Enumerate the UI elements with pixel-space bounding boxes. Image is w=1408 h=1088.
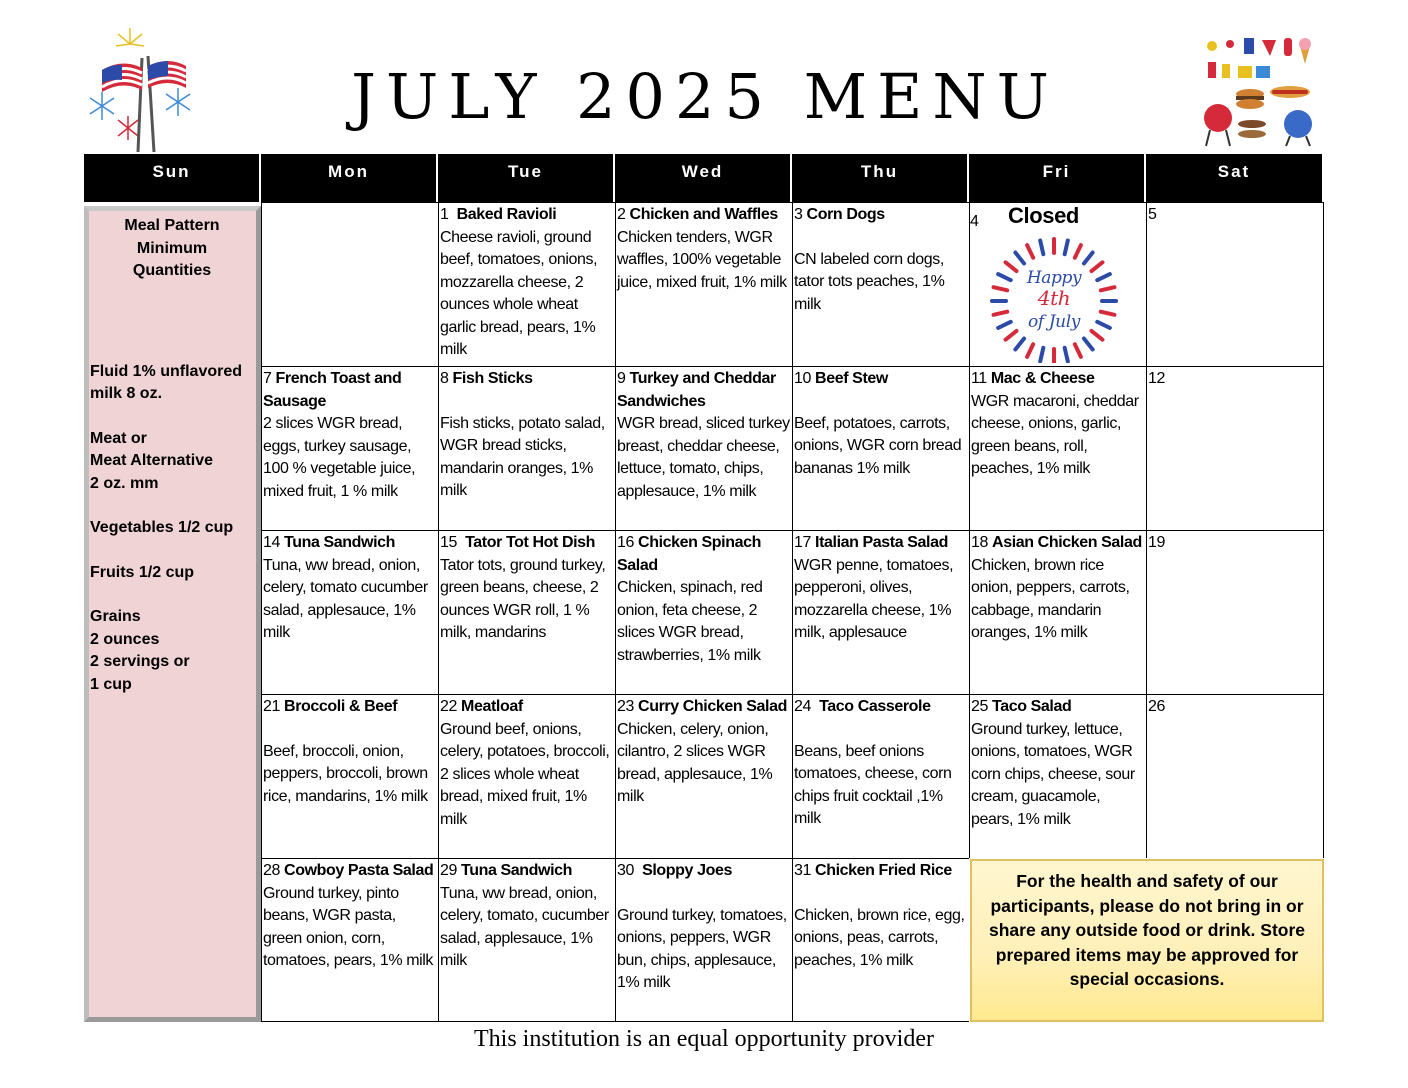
badge-of-july-text: of July <box>1028 312 1080 332</box>
meal-description: Tator tots, ground turkey, green beans, cheese, 2 ounces WGR roll, 1 % milk, mandarins <box>440 556 606 641</box>
day-cell <box>261 858 438 1022</box>
meal-pattern-fluid: Fluid 1% unflavored milk 8 oz. <box>90 362 243 402</box>
meal-description: Cheese ravioli, ground beef, tomatoes, onions, mozzarella cheese, 2 ounces whole wheat garlic bread, pears, 1% milk <box>440 228 598 358</box>
day-cell <box>969 366 1146 530</box>
day-number: 4 <box>970 213 979 230</box>
badge-ray <box>1040 348 1043 362</box>
day-number: 3 <box>794 206 803 223</box>
badge-ray <box>1065 348 1068 362</box>
food-safety-notice: For the health and safety of our participants, please do not bring in or share any outside food or drink. Store prepared items may be approved for special occasions. <box>970 859 1324 1022</box>
badge-ray <box>1097 322 1110 328</box>
day-number: 25 <box>971 698 988 715</box>
meal-description: Tuna, ww bread, onion, celery, tomato, cucumber salad, applesauce, 1% milk <box>440 884 609 969</box>
meal-title: Italian Pasta Salad <box>815 534 948 551</box>
day-cell <box>438 530 615 694</box>
badge-ray <box>998 322 1011 328</box>
meal-pattern-heading: Meal Pattern Minimum Quantities <box>124 217 220 279</box>
day-number: 21 <box>263 698 280 715</box>
day-header-mon: Mon <box>261 154 438 202</box>
meal-title: Mac & Cheese <box>990 370 1095 387</box>
badge-ray <box>1084 339 1093 350</box>
page-title: JULY 2025 MENU <box>351 60 1059 133</box>
day-number: 17 <box>794 534 811 551</box>
meal-title: Chicken and Waffles <box>629 206 778 223</box>
badge-ray <box>1092 262 1103 271</box>
badge-ray <box>1027 344 1033 357</box>
day-number: 26 <box>1148 698 1165 715</box>
meal-pattern-vegetables: Vegetables 1/2 cup <box>90 519 234 536</box>
meal-title: Cowboy Pasta Salad <box>284 862 434 879</box>
day-header-fri: Fri <box>969 154 1146 202</box>
day-number: 29 <box>440 862 457 879</box>
flags-fireworks-icon <box>82 28 204 154</box>
day-number: 16 <box>617 534 634 551</box>
day-number: 15 <box>440 534 457 551</box>
meal-description: Beans, beef onions tomatoes, cheese, corn chips fruit cocktail ,1% milk <box>794 742 952 827</box>
day-cell <box>1146 694 1324 858</box>
day-cell <box>615 858 792 1022</box>
badge-ray <box>1101 312 1115 315</box>
meal-pattern-panel <box>84 206 261 1022</box>
footer-disclaimer: This institution is an equal opportunity provider <box>474 1026 934 1052</box>
day-cell <box>1146 530 1324 694</box>
day-number: 8 <box>440 370 449 387</box>
meal-title: Tuna Sandwich <box>284 534 396 551</box>
day-cell <box>792 694 969 858</box>
meal-description: Chicken tenders, WGR waffles, 100% vegetable juice, mixed fruit, 1% milk <box>617 228 787 291</box>
meal-description: Ground turkey, lettuce, onions, tomatoes, WGR corn chips, cheese, sour cream, guacamole, pears, 1% milk <box>971 720 1135 828</box>
meal-title: Fish Sticks <box>452 370 533 387</box>
day-cell <box>261 366 438 530</box>
menu-calendar <box>84 154 1324 1022</box>
meal-description: WGR bread, sliced turkey breast, cheddar cheese, lettuce, tomato, chips, applesauce, 1% milk <box>617 415 790 500</box>
badge-ray <box>1075 245 1081 258</box>
meal-pattern-meat: Meat or Meat Alternative 2 oz. mm <box>90 429 213 492</box>
badge-ray <box>1065 241 1068 255</box>
meal-description: Ground turkey, pinto beans, WGR pasta, green onion, corn, tomatoes, pears, 1% milk <box>263 884 434 969</box>
day-cell <box>438 694 615 858</box>
day-cell <box>792 202 969 366</box>
day-number: 11 <box>971 370 987 387</box>
day-header-sat: Sat <box>1146 154 1324 202</box>
badge-ray <box>998 274 1011 280</box>
meal-title: Chicken Spinach Salad <box>617 534 761 574</box>
picnic-food-icons <box>1200 36 1322 148</box>
meal-title: Beef Stew <box>815 370 888 387</box>
badge-ray <box>1015 339 1024 350</box>
happy-4th-of-july-badge <box>988 231 1120 363</box>
meal-title: Broccoli & Beef <box>284 698 398 715</box>
meal-description: Chicken, brown rice, egg, onions, peas, carrots, peaches, 1% milk <box>794 906 965 969</box>
day-cell <box>261 202 438 366</box>
meal-description: Beef, potatoes, carrots, onions, WGR corn bread bananas 1% milk <box>794 414 962 477</box>
day-cell <box>1146 202 1324 366</box>
day-number: 23 <box>617 698 634 715</box>
day-cell <box>1146 366 1324 530</box>
meal-title: Curry Chicken Salad <box>638 698 787 715</box>
day-cell <box>792 858 969 1022</box>
day-cell <box>261 694 438 858</box>
meal-title: Baked Ravioli <box>456 206 557 223</box>
meal-title: Turkey and Cheddar Sandwiches <box>617 370 776 410</box>
day-cell <box>792 530 969 694</box>
meal-title: Taco Salad <box>992 698 1072 715</box>
badge-ray <box>1006 331 1017 340</box>
day-cell <box>438 202 615 366</box>
day-header-wed: Wed <box>615 154 792 202</box>
closed-label: Closed <box>1008 203 1079 228</box>
meal-title: Sloppy Joes <box>642 862 732 879</box>
day-number: 5 <box>1148 206 1157 223</box>
day-number: 22 <box>440 698 457 715</box>
meal-pattern-grains: Grains 2 ounces 2 servings or 1 cup <box>90 608 190 693</box>
badge-4th-text: 4th <box>1037 286 1071 310</box>
day-cell <box>792 366 969 530</box>
meal-title: French Toast and Sausage <box>263 370 402 410</box>
meal-title: Chicken Fried Rice <box>815 862 952 879</box>
day-cell <box>615 366 792 530</box>
day-number: 31 <box>794 862 811 879</box>
meal-pattern-fruits: Fruits 1/2 cup <box>90 563 195 581</box>
day-number: 9 <box>617 370 626 387</box>
badge-ray <box>1015 253 1024 264</box>
badge-ray <box>1040 241 1043 255</box>
meal-description: Beef, broccoli, onion, peppers, broccoli, brown rice, mandarins, 1% milk <box>263 742 428 805</box>
day-cell <box>438 858 615 1022</box>
meal-title: Meatloaf <box>461 698 523 715</box>
day-number: 24 <box>794 698 811 715</box>
day-number: 2 <box>617 206 626 223</box>
meal-description: Tuna, ww bread, onion, celery, tomato cucumber salad, applesauce, 1% milk <box>263 556 428 641</box>
day-cell <box>615 202 792 366</box>
day-cell <box>615 694 792 858</box>
meal-description: Ground turkey, tomatoes, onions, peppers, WGR bun, chips, applesauce, 1% milk <box>617 906 787 991</box>
badge-ray <box>1075 344 1081 357</box>
day-cell <box>969 530 1146 694</box>
meal-description: Ground beef, onions, celery, potatoes, broccoli, 2 slices whole wheat bread, mixed fruit, 1% milk <box>440 720 610 828</box>
meal-description: CN labeled corn dogs, tator tots peaches, 1% milk <box>794 250 945 313</box>
day-number: 30 <box>617 862 634 879</box>
day-number: 28 <box>263 862 280 879</box>
day-cell <box>969 694 1146 858</box>
badge-ray <box>994 312 1008 315</box>
day-number: 14 <box>263 534 280 551</box>
meal-description: WGR macaroni, cheddar cheese, onions, garlic, green beans, roll, peaches, 1% milk <box>971 392 1139 477</box>
meal-description: 2 slices WGR bread, eggs, turkey sausage, 100 % vegetable juice, mixed fruit, 1 % milk <box>263 415 416 500</box>
meal-title: Tuna Sandwich <box>461 862 573 879</box>
meal-title: Corn Dogs <box>806 206 885 223</box>
meal-description: Chicken, spinach, red onion, feta cheese, 2 slices WGR bread, strawberries, 1% milk <box>617 579 763 664</box>
badge-ray <box>1097 274 1110 280</box>
day-cell <box>438 366 615 530</box>
badge-ray <box>1092 331 1103 340</box>
meal-description: Chicken, celery, onion, cilantro, 2 slices WGR bread, applesauce, 1% milk <box>617 720 773 805</box>
badge-ray <box>1027 245 1033 258</box>
meal-title: Taco Casserole <box>819 698 931 715</box>
day-cell <box>261 530 438 694</box>
day-number: 7 <box>263 370 272 387</box>
day-number: 12 <box>1148 370 1165 387</box>
day-header-tue: Tue <box>438 154 615 202</box>
day-number: 19 <box>1148 534 1165 551</box>
day-number: 1 <box>440 206 449 223</box>
badge-ray <box>994 287 1008 290</box>
badge-ray <box>1006 262 1017 271</box>
day-header-thu: Thu <box>792 154 969 202</box>
badge-ray <box>1084 253 1093 264</box>
badge-ray <box>1101 287 1115 290</box>
day-cell-closed <box>969 202 1146 366</box>
meal-description: Fish sticks, potato salad, WGR bread sticks, mandarin oranges, 1% milk <box>440 414 605 499</box>
meal-title: Asian Chicken Salad <box>992 534 1142 551</box>
day-number: 10 <box>794 370 811 387</box>
meal-title: Tator Tot Hot Dish <box>465 534 596 551</box>
day-number: 18 <box>971 534 988 551</box>
day-header-sun: Sun <box>84 154 261 202</box>
meal-description: WGR penne, tomatoes, pepperoni, olives, mozzarella cheese, 1% milk, applesauce <box>794 556 954 641</box>
badge-happy-text: Happy <box>1026 268 1082 288</box>
day-cell <box>615 530 792 694</box>
meal-description: Chicken, brown rice onion, peppers, carrots, cabbage, mandarin oranges, 1% milk <box>971 556 1130 641</box>
